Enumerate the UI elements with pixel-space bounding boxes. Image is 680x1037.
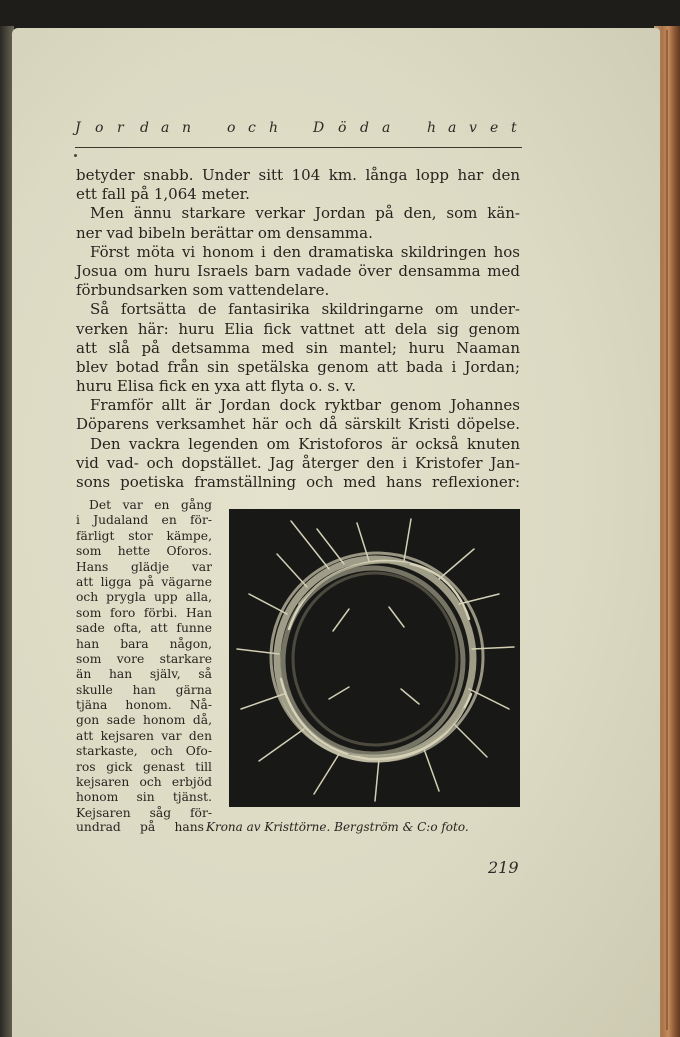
side-text-line: att ligga på vägarne <box>76 574 212 589</box>
main-text <box>76 166 520 492</box>
header-letter: e <box>490 120 499 136</box>
text-line: ner vad bibeln berättar om densamma. <box>76 223 373 242</box>
header-letter: d <box>360 120 369 136</box>
side-text-line: och prygla upp alla, <box>76 590 212 605</box>
text-line: betyder snabb. Under sitt 104 km. långa lopp har den <box>76 166 520 184</box>
header-letter: n <box>182 120 192 136</box>
side-text-line: att kejsaren var den <box>76 728 212 743</box>
side-text-line: Det var en gång <box>89 498 212 512</box>
header-letter: t <box>511 120 517 136</box>
text-line: sons poetiska framställning och med hans reflexioner: <box>76 473 520 491</box>
side-text-line: än han själv, så <box>76 667 212 682</box>
header-letter: h <box>427 120 437 136</box>
text-line: ett fall på 1,064 meter. <box>76 185 250 204</box>
photo-caption-line <box>76 820 520 838</box>
side-text-last-line: undrad på hans <box>76 820 204 834</box>
header-letter: J <box>75 120 81 136</box>
header-rule <box>75 147 522 148</box>
side-text-line: som vore starkare <box>76 651 212 666</box>
side-text-line: kejsaren och erbjöd <box>76 775 212 790</box>
header-letter: c <box>248 120 256 136</box>
header-letter: a <box>382 120 391 136</box>
text-line: Döparens verksamhet här och då särskilt Kristi döpelse. <box>76 415 520 434</box>
side-text-line: som foro förbi. Han <box>76 605 212 620</box>
text-line: Framför allt är Jordan dock ryktbar genom Johannes <box>90 396 520 415</box>
header-letter: h <box>269 120 279 136</box>
text-line: förbundsarken som vattendelare. <box>76 281 330 300</box>
side-text-line: gon sade honom då, <box>76 713 212 728</box>
side-text-line: färligt stor kämpe, <box>76 528 212 543</box>
header-letter: o <box>95 120 104 136</box>
header-letter: D <box>313 120 325 136</box>
photo-caption: Krona av Kristtörne. Bergström & C:o foto. <box>206 820 469 834</box>
text-line: Men ännu starkare verkar Jordan på den, som kän- <box>90 204 520 223</box>
side-text-line: Kejsaren såg för- <box>76 805 212 820</box>
side-text-line: sade ofta, att funne <box>76 621 212 636</box>
side-text-line: honom sin tjänst. <box>76 790 212 805</box>
header-letter: a <box>448 120 457 136</box>
text-line: huru Elisa fick en yxa att flyta o. s. v. <box>76 377 357 396</box>
text-line: Josua om huru Israels barn vadade över densamma med <box>76 261 520 280</box>
running-header <box>75 120 525 142</box>
side-text-line: tjäna honom. Nå- <box>76 698 212 713</box>
text-line: Så fortsätta de fantasirika skildringarne om under- <box>90 300 520 319</box>
side-text-line: skulle han gärna <box>76 682 212 697</box>
thorn-crown-illustration <box>229 509 520 807</box>
side-text-line: ros gick genast till <box>76 759 212 774</box>
page-edge-line <box>666 30 668 1030</box>
side-column-text <box>76 498 212 821</box>
side-text-line: i Judaland en för- <box>76 513 212 528</box>
page-number: 219 <box>488 858 519 877</box>
crown-of-thorns-photo <box>229 509 520 807</box>
text-line: Först möta vi honom i den dramatiska skildringen hos <box>90 242 520 261</box>
header-letter: d <box>140 120 149 136</box>
text-line: blev botad från sin spetälska genom att bada i Jordan; <box>76 357 520 376</box>
header-letter: a <box>161 120 170 136</box>
header-letter: v <box>469 120 477 136</box>
side-text-line: Hans glädje var <box>76 559 212 574</box>
header-letter: ö <box>338 120 347 136</box>
side-text-line: som hette Oforos. <box>76 544 212 559</box>
scan-background-top <box>0 0 680 30</box>
header-letter: r <box>117 120 124 136</box>
side-text-line: starkaste, och Ofo- <box>76 744 212 759</box>
text-line: att slå på detsamma med sin mantel; huru Naaman <box>76 338 520 357</box>
ink-speck <box>74 154 77 157</box>
text-line: vid vad- och dopstället. Jag återger den i Kristofer Jan- <box>76 453 520 472</box>
header-letter: o <box>227 120 236 136</box>
text-line: Den vackra legenden om Kristoforos är också knuten <box>90 434 520 453</box>
text-line: verken här: huru Elia fick vattnet att dela sig genom <box>76 319 520 338</box>
side-text-line: han bara någon, <box>76 636 212 651</box>
